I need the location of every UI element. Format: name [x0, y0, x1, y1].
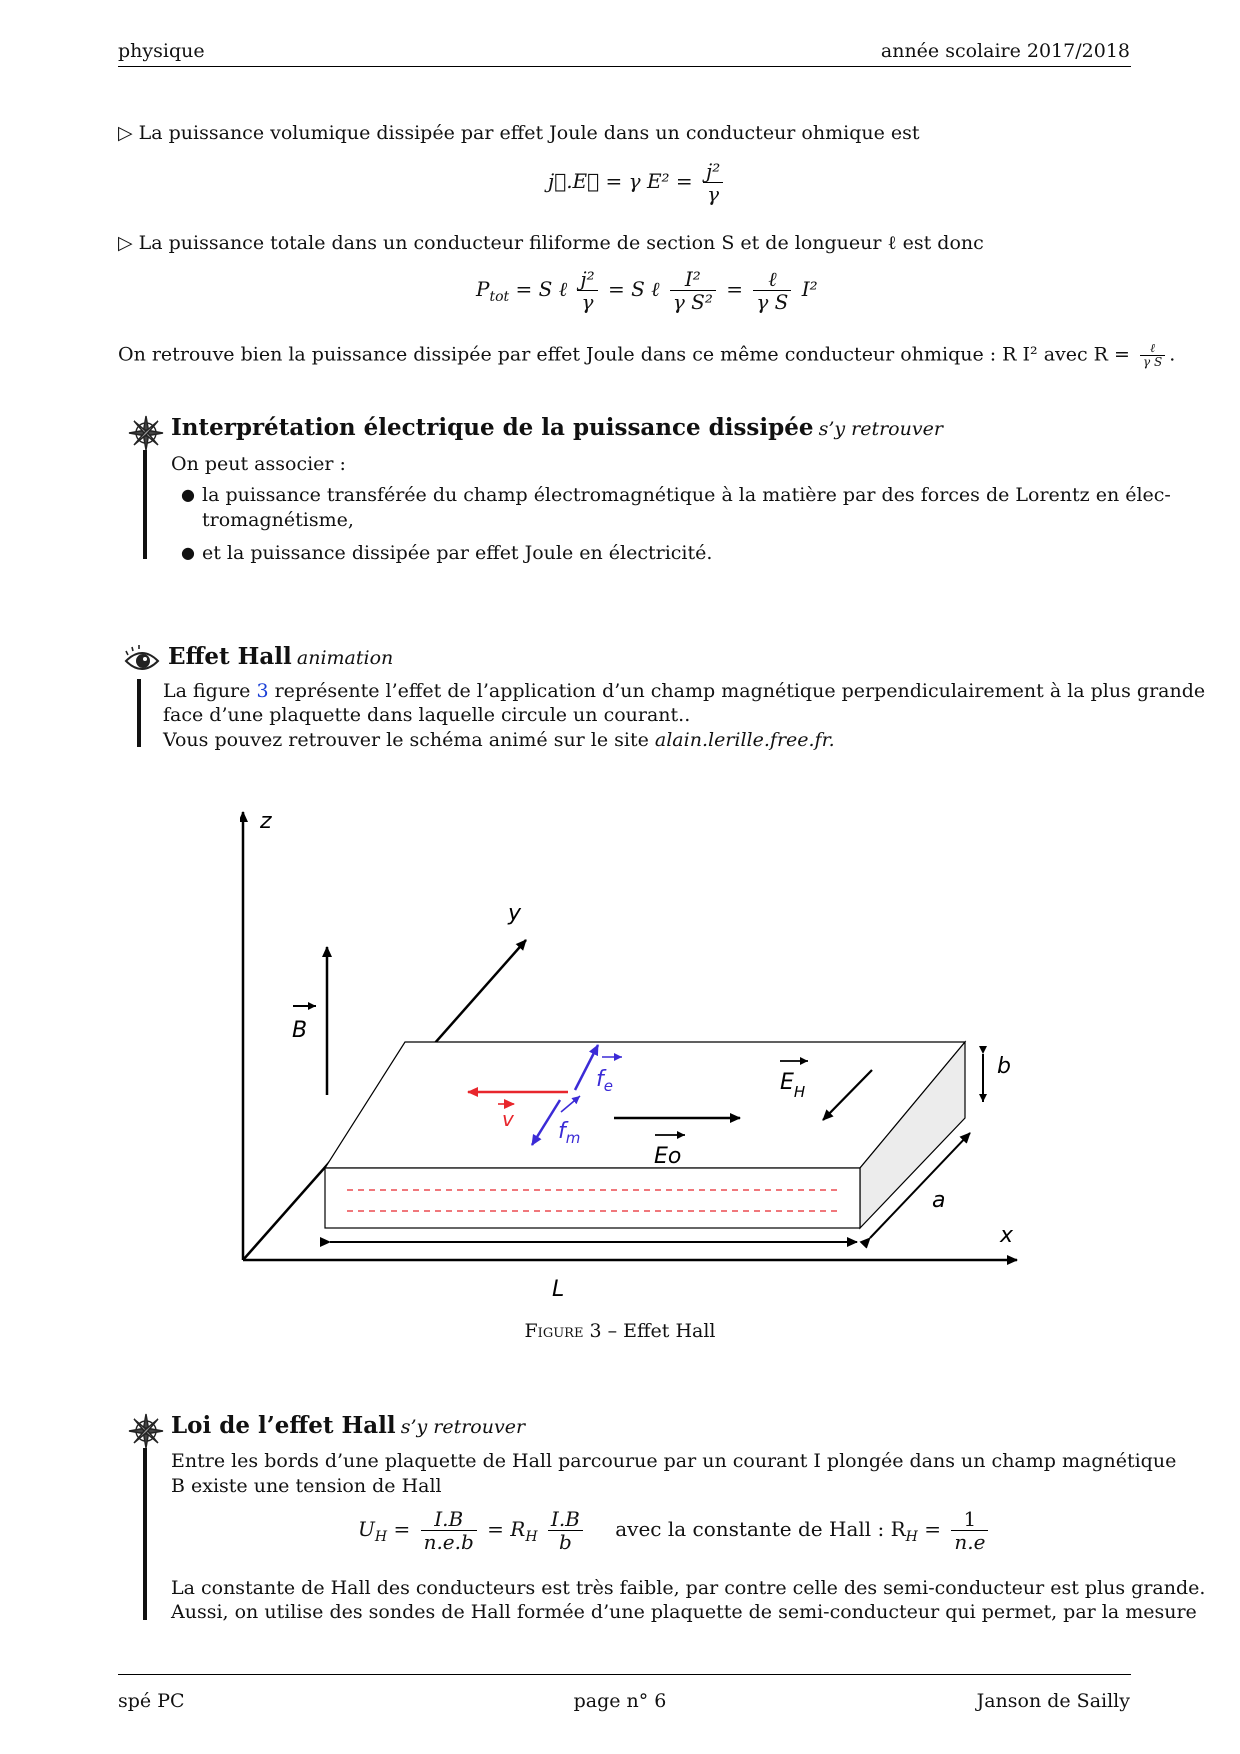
eq3-d3: n.e — [954, 1530, 986, 1554]
eh-letter: E — [780, 1070, 794, 1095]
eq2-d2: γ S² — [672, 290, 713, 314]
hall-effect-figure — [240, 800, 1030, 1310]
width-label: a — [932, 1188, 946, 1213]
eq2-mid1: = S ℓ — [515, 277, 568, 301]
r-den: γ S — [1143, 355, 1163, 369]
figure-caption-number: Figure 3 — [524, 1320, 602, 1342]
thickness-label: b — [997, 1054, 1011, 1079]
section1-title: Interprétation électrique de la puissance dissipée — [171, 414, 814, 441]
eq2-frac1 — [577, 268, 597, 313]
intro-line-1: ▷ La puissance volumique dissipée par effet Joule dans un conducteur ohmique est — [118, 122, 920, 144]
section1-bullet-1b: tromagnétisme, — [202, 509, 354, 531]
equation-total-power — [476, 268, 818, 313]
z-axis-label: z — [260, 809, 272, 834]
eq2-frac2 — [670, 268, 716, 313]
plate-top-face — [325, 1042, 965, 1168]
eq3-eq2: = — [924, 1517, 942, 1541]
eh-sub: H — [793, 1083, 806, 1101]
eq3-frac3 — [951, 1508, 988, 1553]
length-label: L — [552, 1277, 565, 1302]
section2-line-1 — [163, 679, 1205, 703]
section1-sub: s’y retrouver — [818, 418, 943, 440]
section3-line-3: La constante de Hall des conducteurs est très faible, par contre celle des semi-conducteur est plus grande. — [171, 1577, 1206, 1599]
eq3-h: H — [374, 1529, 388, 1545]
y-axis-label: y — [508, 901, 522, 926]
eq2-tot: tot — [489, 289, 510, 305]
header-rule — [118, 66, 1131, 67]
b-field-label: B — [292, 1018, 308, 1043]
page-number: page n° 6 — [573, 1690, 667, 1712]
eq2-p: P — [476, 277, 490, 301]
footer-left: spé PC — [118, 1690, 185, 1712]
eq3-r: = R — [487, 1517, 526, 1541]
bullet-dot: ● — [181, 485, 195, 504]
site-url: alain.lerille.free.fr. — [654, 729, 835, 751]
eye-icon — [124, 643, 160, 679]
section2-heading — [168, 643, 393, 670]
header-right: année scolaire 2017/2018 — [880, 40, 1130, 62]
section2-margin-bar — [137, 679, 141, 747]
fe-letter: f — [596, 1067, 604, 1092]
eq3-d1: n.e.b — [423, 1530, 474, 1554]
section2-sub: animation — [296, 647, 394, 669]
fe-sub: e — [603, 1077, 613, 1095]
section1-intro: On peut associer : — [171, 453, 346, 475]
applied-field-label: Eo — [654, 1144, 682, 1169]
eq3-frac2 — [548, 1508, 583, 1553]
section2-l1b: représente l’effet de l’application d’un champ magnétique perpendiculairement à la plus grande — [268, 680, 1206, 702]
section1-heading — [171, 414, 943, 441]
section2-l1a: La figure — [163, 680, 257, 702]
eq1-fraction — [703, 160, 723, 205]
eq1-lhs: j⃗.E⃗ = γ E² = — [548, 169, 693, 193]
velocity-label: v — [502, 1107, 514, 1131]
eq2-d1: γ — [581, 290, 594, 314]
eq3-n1: I.B — [421, 1508, 477, 1531]
section2-line-2: face d’une plaquette dans laquelle circule un courant.. — [163, 704, 691, 726]
section3-heading — [171, 1412, 525, 1439]
section3-line-1: Entre les bords d’une plaquette de Hall parcourue par un courant I plongée dans un champ magnétique — [171, 1450, 1177, 1472]
eq2-n2: I² — [670, 268, 716, 291]
eq2-mid2: = S ℓ — [607, 277, 660, 301]
bullet-dot: ● — [181, 543, 195, 562]
section2-title: Effet Hall — [168, 643, 292, 670]
eq2-frac3 — [753, 268, 791, 313]
eq1-num: j² — [703, 160, 723, 183]
section1-margin-bar — [143, 450, 147, 559]
fm-letter: f — [558, 1119, 566, 1144]
section2-line-3 — [163, 728, 835, 752]
eq2-n3: ℓ — [753, 268, 791, 291]
eq3-u: U — [358, 1517, 375, 1541]
section1-bullet-2: et la puissance dissipée par effet Joule en électricité. — [202, 542, 713, 564]
compass-rose-icon — [128, 1413, 164, 1449]
fm-sub: m — [565, 1129, 581, 1147]
figure-caption-text: – Effet Hall — [601, 1320, 716, 1342]
r-fraction — [1140, 342, 1165, 369]
eq3-n2: I.B — [548, 1508, 583, 1531]
section2-l3a: Vous pouvez retrouver le schéma animé sur le site — [163, 729, 655, 751]
plate-front-face — [325, 1168, 860, 1228]
header-left: physique — [118, 40, 205, 62]
eq2-n1: j² — [577, 268, 597, 291]
eq3-rh: H — [525, 1529, 538, 1545]
footer-right: Janson de Sailly — [976, 1690, 1130, 1712]
figure-reference-link[interactable]: 3 — [256, 680, 269, 702]
x-axis-label: x — [1000, 1223, 1014, 1248]
section3-title: Loi de l’effet Hall — [171, 1412, 396, 1439]
intro-line-2: ▷ La puissance totale dans un conducteur filiforme de section S et de longueur ℓ est donc — [118, 232, 984, 254]
footer-rule — [118, 1674, 1131, 1675]
section3-line-4: Aussi, on utilise des sondes de Hall formée d’une plaquette de semi-conducteur qui permet, par la mesure — [171, 1601, 1197, 1623]
eq2-end: I² — [801, 277, 818, 301]
section3-line-2: B existe une tension de Hall — [171, 1475, 442, 1497]
r-num: ℓ — [1140, 342, 1165, 356]
intro-line-3-text: On retrouve bien la puissance dissipée par effet Joule dans ce même conducteur ohmique : R I² avec R = — [118, 343, 1130, 366]
equation-joule-volumic — [548, 160, 727, 205]
intro-line-3 — [118, 342, 1175, 369]
section3-margin-bar — [143, 1448, 147, 1620]
section3-sub: s’y retrouver — [400, 1416, 526, 1438]
eq2-d3: γ S — [756, 290, 789, 314]
eq3-d2: b — [559, 1530, 572, 1554]
section1-bullet-1a: la puissance transférée du champ électromagnétique à la matière par des forces de Lorentz en élec- — [202, 484, 1171, 506]
compass-rose-icon — [128, 415, 164, 451]
eq3-eqs: = — [393, 1517, 411, 1541]
eq3-avec: avec la constante de Hall : R — [615, 1517, 906, 1541]
equation-hall-voltage — [358, 1508, 992, 1553]
eq3-n3: 1 — [951, 1508, 988, 1531]
eq3-frac1 — [421, 1508, 477, 1553]
eq2-mid3: = — [726, 277, 743, 301]
r-end: . — [1169, 343, 1176, 366]
eq3-rh2: H — [905, 1529, 918, 1545]
figure-caption — [0, 1320, 1240, 1342]
eq1-den: γ — [707, 182, 720, 206]
